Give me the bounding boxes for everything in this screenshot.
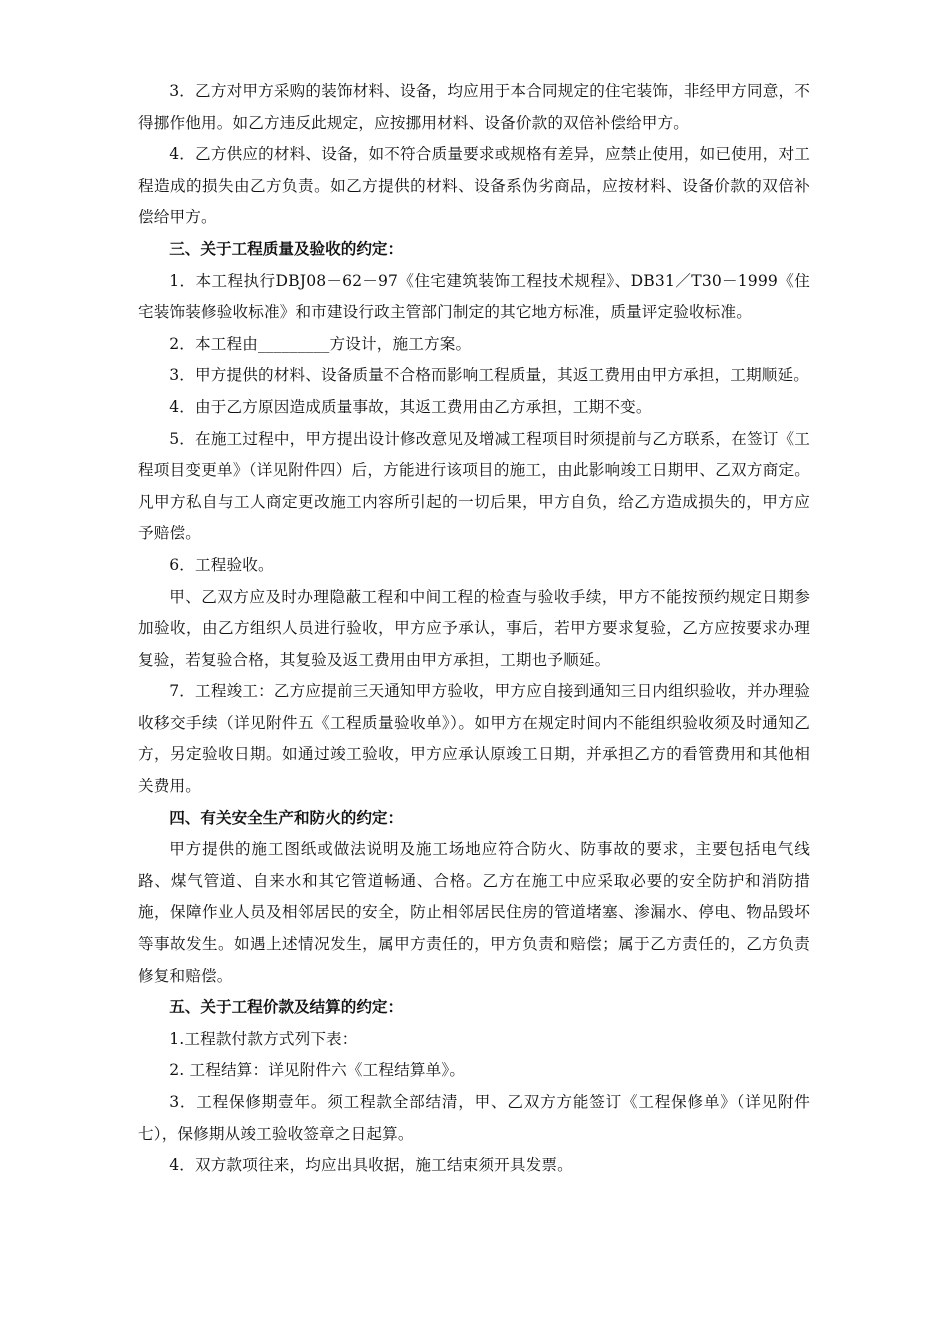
clause-3-2: 2．本工程由_________方设计，施工方案。 xyxy=(169,334,472,353)
clause-3-5: 5．在施工过程中，甲方提出设计修改意见及增减工程项目时须提前与乙方联系，在签订《工程项目变更单》（详见附件四）后，方能进行该项目的施工，由此影响竣工日期甲、乙双方商定。凡甲方私自与工人商定更改施工内容所引起的一切后果，甲方自负，给乙方造成损失的，甲方应予赔偿。 xyxy=(138,429,810,543)
clause-5-4: 4．双方款项往来，均应出具收据，施工结束须开具发票。 xyxy=(169,1156,573,1175)
clause-5-2: 2. 工程结算：详见附件六《工程结算单》。 xyxy=(169,1061,466,1080)
document-body xyxy=(138,76,810,1182)
section-4-body: 甲方提供的施工图纸或做法说明及施工场地应符合防火、防事故的要求，主要包括电气线路、煤气管道、自来水和其它管道畅通、合格。乙方在施工中应采取必要的安全防护和消防措施，保障作业人员及相邻居民的安全，防止相邻居民住房的管道堵塞、渗漏水、停电、物品毁坏等事故发生。如遇上述情况发生，属甲方责任的，甲方负责和赔偿；属于乙方责任的，乙方负责修复和赔偿。 xyxy=(138,840,810,985)
clause-5-1: 1.工程款付款方式列下表： xyxy=(169,1029,358,1048)
clause-3-6: 6．工程验收。 xyxy=(169,555,274,574)
clause-3-3: 3．甲方提供的材料、设备质量不合格而影响工程质量，其返工费用由甲方承担，工期顺延。 xyxy=(169,366,810,385)
clause-3-1: 1．本工程执行DBJ08－62－97《住宅建筑装饰工程技术规程》、DB31／T30－1999《住宅装饰装修验收标准》和市建设行政主管部门制定的其它地方标准，质量评定验收标准。 xyxy=(138,271,810,322)
clause-5-3: 3．工程保修期壹年。须工程款全部结清，甲、乙双方方能签订《工程保修单》（详见附件七），保修期从竣工验收签章之日起算。 xyxy=(138,1093,810,1143)
clause-3-7: 7．工程竣工：乙方应提前三天通知甲方验收，甲方应自接到通知三日内组织验收，并办理验收移交手续（详见附件五《工程质量验收单》）。如甲方在规定时间内不能组织验收须及时通知乙方，另定验收日期。如通过竣工验收，甲方应承认原竣工日期，并承担乙方的看管费用和其他相关费用。 xyxy=(138,682,810,796)
clause-2-4: 4．乙方供应的材料、设备，如不符合质量要求或规格有差异，应禁止使用，如已使用，对工程造成的损失由乙方负责。如乙方提供的材料、设备系伪劣商品，应按材料、设备价款的双倍补偿给甲方。 xyxy=(138,145,810,227)
clause-3-4: 4．由于乙方原因造成质量事故，其返工费用由乙方承担，工期不变。 xyxy=(169,397,652,416)
clause-2-3: 3．乙方对甲方采购的装饰材料、设备，均应用于本合同规定的住宅装饰，非经甲方同意，不得挪作他用。如乙方违反此规定，应按挪用材料、设备价款的双倍补偿给甲方。 xyxy=(138,82,810,132)
clause-3-6-detail: 甲、乙双方应及时办理隐蔽工程和中间工程的检查与验收手续，甲方不能按预约规定日期参加验收，由乙方组织人员进行验收，甲方应予承认，事后，若甲方要求复验，乙方应按要求办理复验，若复验合格，其复验及返工费用由甲方承担，工期也予顺延。 xyxy=(138,587,810,669)
section-5-heading: 五、关于工程价款及结算的约定： xyxy=(169,998,404,1017)
section-4-heading: 四、有关安全生产和防火的约定： xyxy=(169,808,404,827)
section-3-heading: 三、关于工程质量及验收的约定： xyxy=(169,239,404,258)
